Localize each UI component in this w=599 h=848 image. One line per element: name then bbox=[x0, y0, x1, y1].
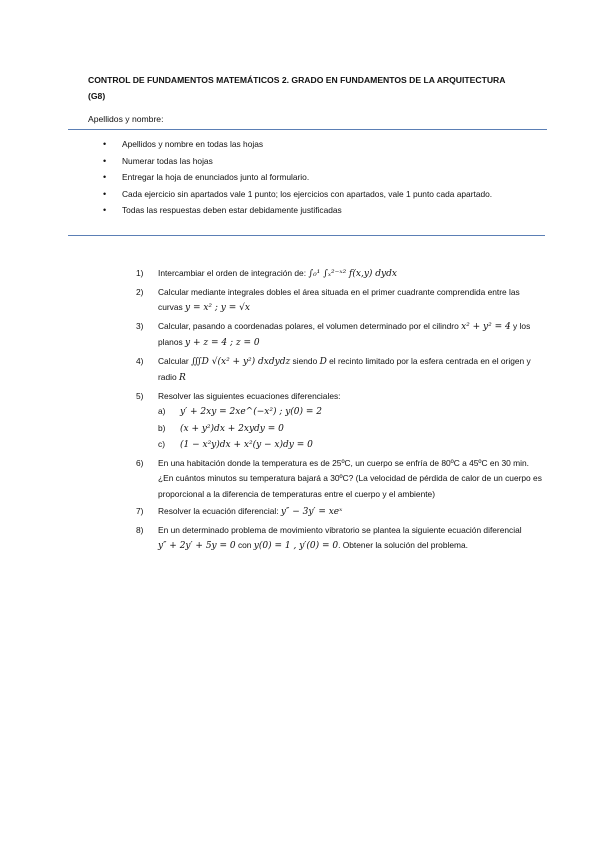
exercise-math: (x + y²)dx + 2xydy = 0 bbox=[180, 423, 284, 434]
exercise-text: Calcular mediante integrales dobles el área situada en el primer cuadrante comprendida entre las curvas bbox=[158, 286, 520, 312]
exercise-1 bbox=[136, 266, 546, 283]
exercise-math: D bbox=[319, 356, 327, 367]
exercise-5 bbox=[136, 389, 546, 454]
exercise-math: y + z = 4 ; z = 0 bbox=[185, 338, 260, 348]
exercise-text: con bbox=[235, 540, 254, 550]
exercise-text: Calcular, pasando a coordenadas polares, el volumen determinado por el cilindro bbox=[158, 320, 462, 331]
exercise-number: 6) bbox=[136, 457, 144, 468]
exercise-number: 7) bbox=[136, 506, 144, 516]
exercise-math: y′ + 2xy = 2xe^(−x²) ; y(0) = 2 bbox=[180, 407, 323, 417]
exercise-math: y″ + 2y′ + 5y = 0 bbox=[158, 541, 236, 551]
exercise-text: Intercambiar el orden de integración de: bbox=[158, 268, 309, 278]
exercise-8 bbox=[136, 523, 546, 555]
exercise-7 bbox=[136, 504, 546, 521]
divider-top bbox=[68, 129, 547, 130]
subexercise-a bbox=[158, 404, 546, 421]
exercise-text: . Obtener la solución del problema. bbox=[338, 540, 468, 550]
exercise-math: y = x² ; y = √x bbox=[185, 303, 250, 313]
exercise-number: 2) bbox=[136, 286, 144, 297]
exercise-text: En una habitación donde la temperatura es de 25ºC, un cuerpo se enfría de 80ºC a 45ºC en 30 min. ¿En cuántos minutos su temperatura bajará a 30ºC? (La velocidad de pérdida de calor de un cuerpo es proporcional a la diferencia de temperaturas entre el cuerpo y el ambiente) bbox=[158, 457, 542, 499]
subexercise-list bbox=[158, 404, 546, 454]
exercise-4 bbox=[136, 354, 546, 387]
exam-title: CONTROL DE FUNDAMENTOS MATEMÁTICOS 2. GRADO EN FUNDAMENTOS DE LA ARQUITECTURA (G8) bbox=[88, 75, 506, 101]
exercise-text: En un determinado problema de movimiento vibratorio se plantea la siguiente ecuación diferencial bbox=[158, 524, 522, 535]
exercise-list bbox=[136, 266, 546, 557]
instruction-item: • Numerar todas las hojas bbox=[100, 154, 520, 170]
exercise-math: ∫₀¹ ∫ₓ²⁻ˣ² f(x,y) dydx bbox=[308, 269, 397, 279]
instruction-item: • Cada ejercicio sin apartados vale 1 punto; los ejercicios con apartados, vale 1 punto cada apartado. bbox=[100, 187, 520, 203]
exercise-number: 5) bbox=[136, 390, 144, 401]
exercise-number: 4) bbox=[136, 355, 144, 366]
subexercise-label: b) bbox=[158, 422, 166, 433]
exercise-text: y los planos bbox=[158, 320, 531, 347]
name-label: Apellidos y nombre: bbox=[88, 114, 164, 124]
exercise-text: Resolver la ecuación diferencial: bbox=[158, 506, 281, 516]
exercise-math: x² + y² = 4 bbox=[461, 321, 511, 332]
exercise-text: Calcular bbox=[158, 355, 192, 366]
subexercise-label: c) bbox=[158, 439, 165, 449]
instruction-item: • Todas las respuestas deben estar debidamente justificadas bbox=[100, 203, 520, 219]
exercise-text: siendo bbox=[290, 355, 320, 366]
exercise-6 bbox=[136, 456, 546, 503]
exercise-number: 8) bbox=[136, 524, 144, 535]
exercise-text: Resolver las siguientes ecuaciones diferenciales: bbox=[158, 390, 341, 401]
exercise-math: R bbox=[178, 373, 186, 383]
exercise-2 bbox=[136, 285, 546, 317]
subexercise-c bbox=[158, 437, 546, 454]
exercise-math: y″ − 3y′ = xeˣ bbox=[280, 507, 343, 517]
instruction-item: • Entregar la hoja de enunciados junto al formulario. bbox=[100, 170, 520, 186]
exercise-math: (1 − x²y)dx + x²(y − x)dy = 0 bbox=[180, 440, 313, 450]
exercise-3 bbox=[136, 319, 546, 352]
subexercise-label: a) bbox=[158, 406, 166, 416]
instruction-item: • Apellidos y nombre en todas las hojas bbox=[100, 137, 520, 153]
exercise-math: ∭D √(x² + y²) dxdydz bbox=[191, 356, 291, 367]
exercise-math: y(0) = 1 , y′(0) = 0 bbox=[253, 541, 339, 551]
exercise-text: el recinto limitado por la esfera centrada en el origen y radio bbox=[158, 355, 531, 382]
divider-bottom bbox=[68, 235, 545, 236]
exercise-number: 3) bbox=[136, 320, 144, 331]
subexercise-b bbox=[158, 421, 546, 438]
exercise-number: 1) bbox=[136, 268, 144, 278]
instructions-list bbox=[100, 137, 520, 220]
